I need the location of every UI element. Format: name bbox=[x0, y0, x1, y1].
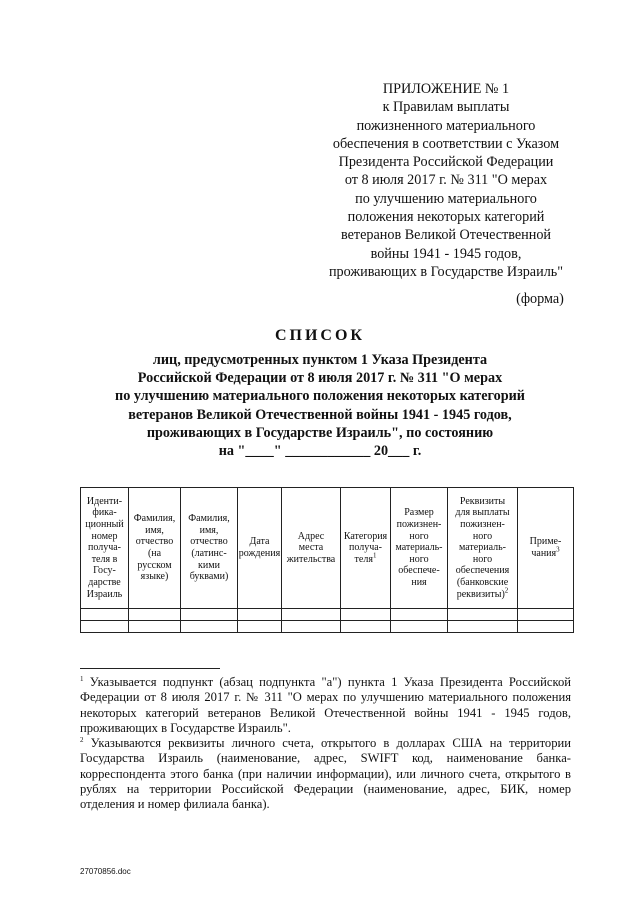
column-header-line: обеспече- bbox=[398, 565, 440, 577]
column-header-line: ния bbox=[411, 576, 427, 588]
column-header-line: жительства bbox=[286, 553, 336, 565]
footnote-ref: 3 bbox=[556, 545, 560, 554]
column-header-line: Израиль bbox=[86, 588, 123, 600]
column-header bbox=[81, 488, 129, 609]
subtitle-line: Российской Федерации от 8 июля 2017 г. № 311 "О мерах bbox=[137, 370, 503, 387]
recipients-table bbox=[80, 487, 574, 633]
column-header-line: Категория bbox=[343, 530, 388, 542]
appendix-line: положения некоторых категорий bbox=[347, 209, 545, 226]
footnote-separator bbox=[80, 668, 220, 669]
appendix-line: по улучшению материального bbox=[355, 190, 537, 207]
column-header-line: для выплаты bbox=[455, 507, 510, 519]
subtitle-line: ветеранов Великой Отечественной войны 1941 - 1945 годов, bbox=[128, 406, 512, 423]
column-header-line: Иденти- bbox=[86, 495, 123, 507]
subtitle-line: лиц, предусмотренных пунктом 1 Указа Президента bbox=[152, 352, 488, 368]
appendix-header bbox=[300, 80, 592, 281]
column-header-line: отчество bbox=[135, 536, 174, 548]
subtitle-line: по улучшению материального положения некоторых категорий bbox=[115, 388, 525, 405]
column-header-line: номер bbox=[91, 530, 118, 542]
appendix-line: к Правилам выплаты bbox=[382, 99, 510, 116]
footnote-1 bbox=[80, 675, 571, 736]
table-row bbox=[81, 609, 574, 621]
column-header-line: фика- bbox=[92, 507, 117, 519]
footnote-text: Указываются реквизиты личного счета, открытого в долларах США на территории Государства Израиль (наименование, адрес, SWIFT код, наименование банка-корреспондента этого банка (при наличии информации), или личного счета, открытого в рублях на территории Российской Федерации (наименование, адрес, БИК, номер отделения и номер филиала банка). bbox=[80, 736, 571, 812]
column-header-line: пожизнен- bbox=[396, 519, 442, 531]
column-header-line: ного bbox=[409, 530, 429, 542]
column-header-line: ного bbox=[409, 553, 429, 565]
column-header-line: Фамилия, bbox=[133, 513, 176, 525]
form-label: (форма) bbox=[516, 291, 564, 307]
column-header-line: рождения bbox=[238, 548, 281, 559]
table-row bbox=[81, 621, 574, 633]
footnote-text: Указывается подпункт (абзац подпункта "а") пункта 1 Указа Президента Российской Федерации от 8 июля 2017 г. № 311 "О мерах по улучшению материального положения некоторых категорий ветеранов Великой Отечественной войны 1941 - 1945 годов, проживающих в Государстве Израиль". bbox=[80, 675, 571, 735]
footnote-mark: 1 bbox=[80, 674, 84, 683]
column-header-line: отчество bbox=[190, 536, 228, 548]
column-header bbox=[238, 488, 282, 609]
footnote-2 bbox=[80, 736, 571, 812]
appendix-line: проживающих в Государстве Израиль" bbox=[328, 263, 564, 280]
column-header-line: Фамилия, bbox=[188, 513, 230, 525]
column-header-line: Адрес bbox=[297, 530, 325, 542]
document-title: СПИСОК bbox=[274, 327, 366, 344]
column-header-line: получа- bbox=[87, 542, 121, 554]
column-header-line: теля в bbox=[91, 553, 118, 565]
appendix-line: обеспечения в соответствии с Указом bbox=[332, 135, 560, 152]
column-header-line: языке) bbox=[140, 571, 169, 583]
column-header-line: (на bbox=[147, 548, 162, 559]
document-subtitle bbox=[60, 351, 580, 460]
column-header-line: буквами) bbox=[189, 571, 229, 583]
column-header-line: Госу- bbox=[93, 565, 116, 577]
column-header-line: (банковские bbox=[456, 576, 509, 588]
column-header-line: материаль- bbox=[395, 542, 443, 554]
appendix-line: пожизненного материального bbox=[356, 117, 536, 134]
column-header-line: материаль- bbox=[458, 542, 506, 554]
column-header bbox=[391, 488, 448, 609]
column-header bbox=[129, 488, 181, 609]
column-header-line: получа- bbox=[348, 542, 382, 554]
footnote-ref: 2 bbox=[504, 586, 509, 595]
column-header-line: кими bbox=[198, 559, 220, 571]
column-header-line: (латинс- bbox=[191, 548, 227, 559]
column-header bbox=[282, 488, 341, 609]
column-header bbox=[341, 488, 391, 609]
column-header-line: чания bbox=[531, 548, 557, 559]
appendix-line: Президента Российской Федерации bbox=[338, 154, 554, 171]
footnote-mark: 2 bbox=[80, 736, 84, 744]
column-header-line: ного bbox=[472, 553, 493, 565]
column-header bbox=[181, 488, 238, 609]
subtitle-date-line: на "____" ____________ 20___ г. bbox=[218, 443, 422, 460]
subtitle-line: проживающих в Государстве Израиль", по состоянию bbox=[146, 424, 494, 441]
footnotes bbox=[80, 675, 571, 813]
footnote-ref: 1 bbox=[372, 551, 377, 560]
column-header-line: пожизнен- bbox=[460, 519, 505, 531]
appendix-title: ПРИЛОЖЕНИЕ № 1 bbox=[382, 81, 510, 97]
column-header-line: русском bbox=[137, 559, 172, 571]
column-header-line: ного bbox=[472, 530, 493, 542]
column-header-line: Дата bbox=[249, 536, 270, 548]
document-filename: 27070856.doc bbox=[80, 867, 131, 876]
column-header-line: обеспечения bbox=[455, 565, 510, 577]
column-header-line: Размер bbox=[404, 507, 434, 519]
column-header-line: ционный bbox=[85, 519, 124, 531]
column-header-line: дарстве bbox=[88, 576, 121, 588]
column-header-line: Приме- bbox=[529, 536, 562, 548]
column-header bbox=[518, 488, 574, 609]
appendix-line: войны 1941 - 1945 годов, bbox=[370, 245, 522, 262]
appendix-line: от 8 июля 2017 г. № 311 "О мерах bbox=[344, 172, 548, 189]
column-header-line: Реквизиты bbox=[459, 495, 506, 507]
column-header-line: имя, bbox=[199, 524, 219, 536]
column-header-line: реквизиты) bbox=[456, 588, 505, 600]
table-header-row bbox=[81, 488, 574, 609]
column-header-line: места bbox=[298, 542, 324, 554]
column-header-line: имя, bbox=[145, 524, 164, 536]
column-header bbox=[448, 488, 518, 609]
column-header-line: теля bbox=[354, 553, 373, 565]
appendix-line: ветеранов Великой Отечественной bbox=[340, 227, 552, 244]
